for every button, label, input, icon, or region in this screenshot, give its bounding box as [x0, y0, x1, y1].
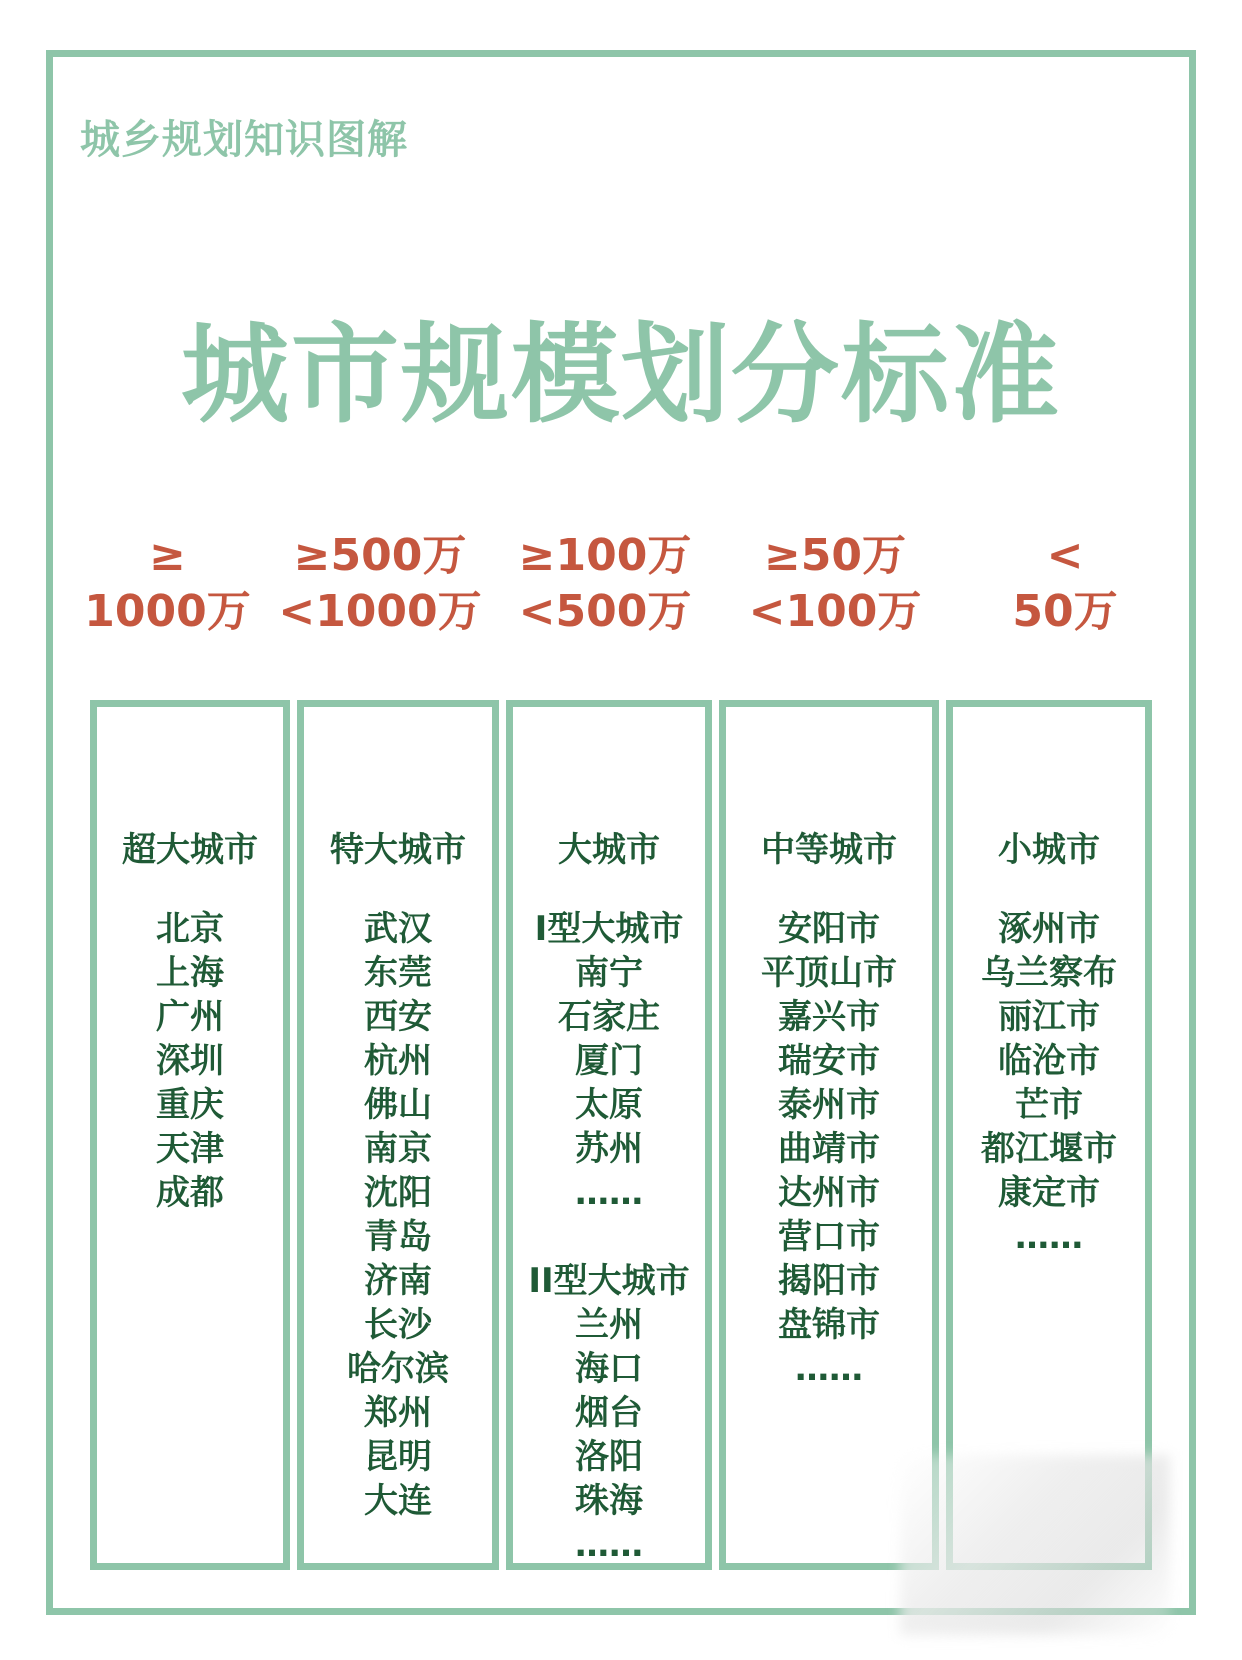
city-item: 西安 [364, 997, 432, 1037]
blurred-watermark [900, 1455, 1170, 1635]
city-item: 石家庄 [558, 997, 660, 1037]
city-item: II型大城市 [528, 1261, 690, 1301]
city-item: 成都 [156, 1173, 224, 1213]
threshold-line2: <100万 [748, 586, 922, 637]
city-item: 济南 [364, 1261, 432, 1301]
threshold-line2: <500万 [518, 586, 692, 637]
city-item: 临沧市 [998, 1041, 1100, 1081]
city-list [953, 907, 1145, 1259]
city-item: 泰州市 [778, 1085, 880, 1125]
city-item: 芒市 [1015, 1085, 1083, 1125]
city-item: 东莞 [364, 953, 432, 993]
city-item: 烟台 [575, 1393, 643, 1433]
category-column-medium-city [719, 700, 939, 1570]
threshold-line1: ≥50万 [763, 530, 907, 581]
category-column-large-city [506, 700, 712, 1570]
city-item: 太原 [575, 1085, 643, 1125]
city-item: 珠海 [575, 1481, 643, 1521]
city-item: 北京 [156, 909, 224, 949]
city-list [97, 907, 283, 1215]
threshold-line1: ≥500万 [293, 530, 467, 581]
city-list [513, 907, 705, 1567]
category-column-small-city [946, 700, 1152, 1570]
city-item: 大连 [364, 1481, 432, 1521]
threshold-line1: ≥ [149, 530, 186, 581]
category-name: 超大城市 [122, 830, 258, 870]
city-item: I型大城市 [534, 909, 684, 949]
city-item: 南京 [364, 1129, 432, 1169]
city-item: 长沙 [364, 1305, 432, 1345]
city-item: 佛山 [364, 1085, 432, 1125]
category-column-supercity [297, 700, 499, 1570]
city-item: …… [575, 1173, 643, 1213]
category-name: 中等城市 [761, 830, 897, 870]
city-item: 广州 [156, 997, 224, 1037]
threshold-4 [735, 528, 935, 640]
city-item: 海口 [575, 1349, 643, 1389]
city-item: 康定市 [998, 1173, 1100, 1213]
category-name: 小城市 [998, 830, 1100, 870]
threshold-line2: 50万 [1012, 586, 1118, 637]
city-item: 兰州 [575, 1305, 643, 1345]
city-list [726, 907, 932, 1391]
city-item: 平顶山市 [761, 953, 897, 993]
city-item: 苏州 [575, 1129, 643, 1169]
city-item: 盘锦市 [778, 1305, 880, 1345]
city-item: 乌兰察布 [981, 953, 1117, 993]
page-title: 城市规模划分标准 [180, 313, 1061, 438]
city-item: 上海 [156, 953, 224, 993]
city-item: 重庆 [156, 1085, 224, 1125]
threshold-3 [505, 528, 705, 640]
city-item: 安阳市 [778, 909, 880, 949]
city-item: 沈阳 [364, 1173, 432, 1213]
city-item: 天津 [156, 1129, 224, 1169]
city-item: 南宁 [575, 953, 643, 993]
city-item: 丽江市 [998, 997, 1100, 1037]
kicker-title: 城乡规划知识图解 [80, 117, 408, 163]
threshold-1 [80, 528, 255, 640]
threshold-2 [275, 528, 485, 640]
city-item: 曲靖市 [778, 1129, 880, 1169]
city-item: …… [575, 1525, 643, 1565]
city-item: …… [795, 1349, 863, 1389]
threshold-line1: < [1046, 530, 1084, 581]
city-item: 嘉兴市 [778, 997, 880, 1037]
city-item: 杭州 [364, 1041, 432, 1081]
city-item: 哈尔滨 [347, 1349, 449, 1389]
city-item: 揭阳市 [778, 1261, 880, 1301]
city-item: 深圳 [156, 1041, 224, 1081]
threshold-line2: <1000万 [278, 586, 482, 637]
city-list [304, 907, 492, 1523]
city-item: 郑州 [364, 1393, 432, 1433]
city-item: 达州市 [778, 1173, 880, 1213]
city-item: …… [1015, 1217, 1083, 1257]
category-name: 特大城市 [330, 830, 466, 870]
city-item: 涿州市 [998, 909, 1100, 949]
threshold-5 [990, 528, 1140, 640]
city-item: 青岛 [364, 1217, 432, 1257]
threshold-line2: 1000万 [84, 586, 251, 637]
city-item: 昆明 [364, 1437, 432, 1477]
category-name: 大城市 [558, 830, 660, 870]
category-column-megacity [90, 700, 290, 1570]
city-item: 都江堰市 [981, 1129, 1117, 1169]
city-item: 营口市 [778, 1217, 880, 1257]
threshold-line1: ≥100万 [518, 530, 692, 581]
city-item: 洛阳 [575, 1437, 643, 1477]
city-item: 武汉 [364, 909, 432, 949]
city-item: 厦门 [575, 1041, 643, 1081]
city-item: 瑞安市 [778, 1041, 880, 1081]
